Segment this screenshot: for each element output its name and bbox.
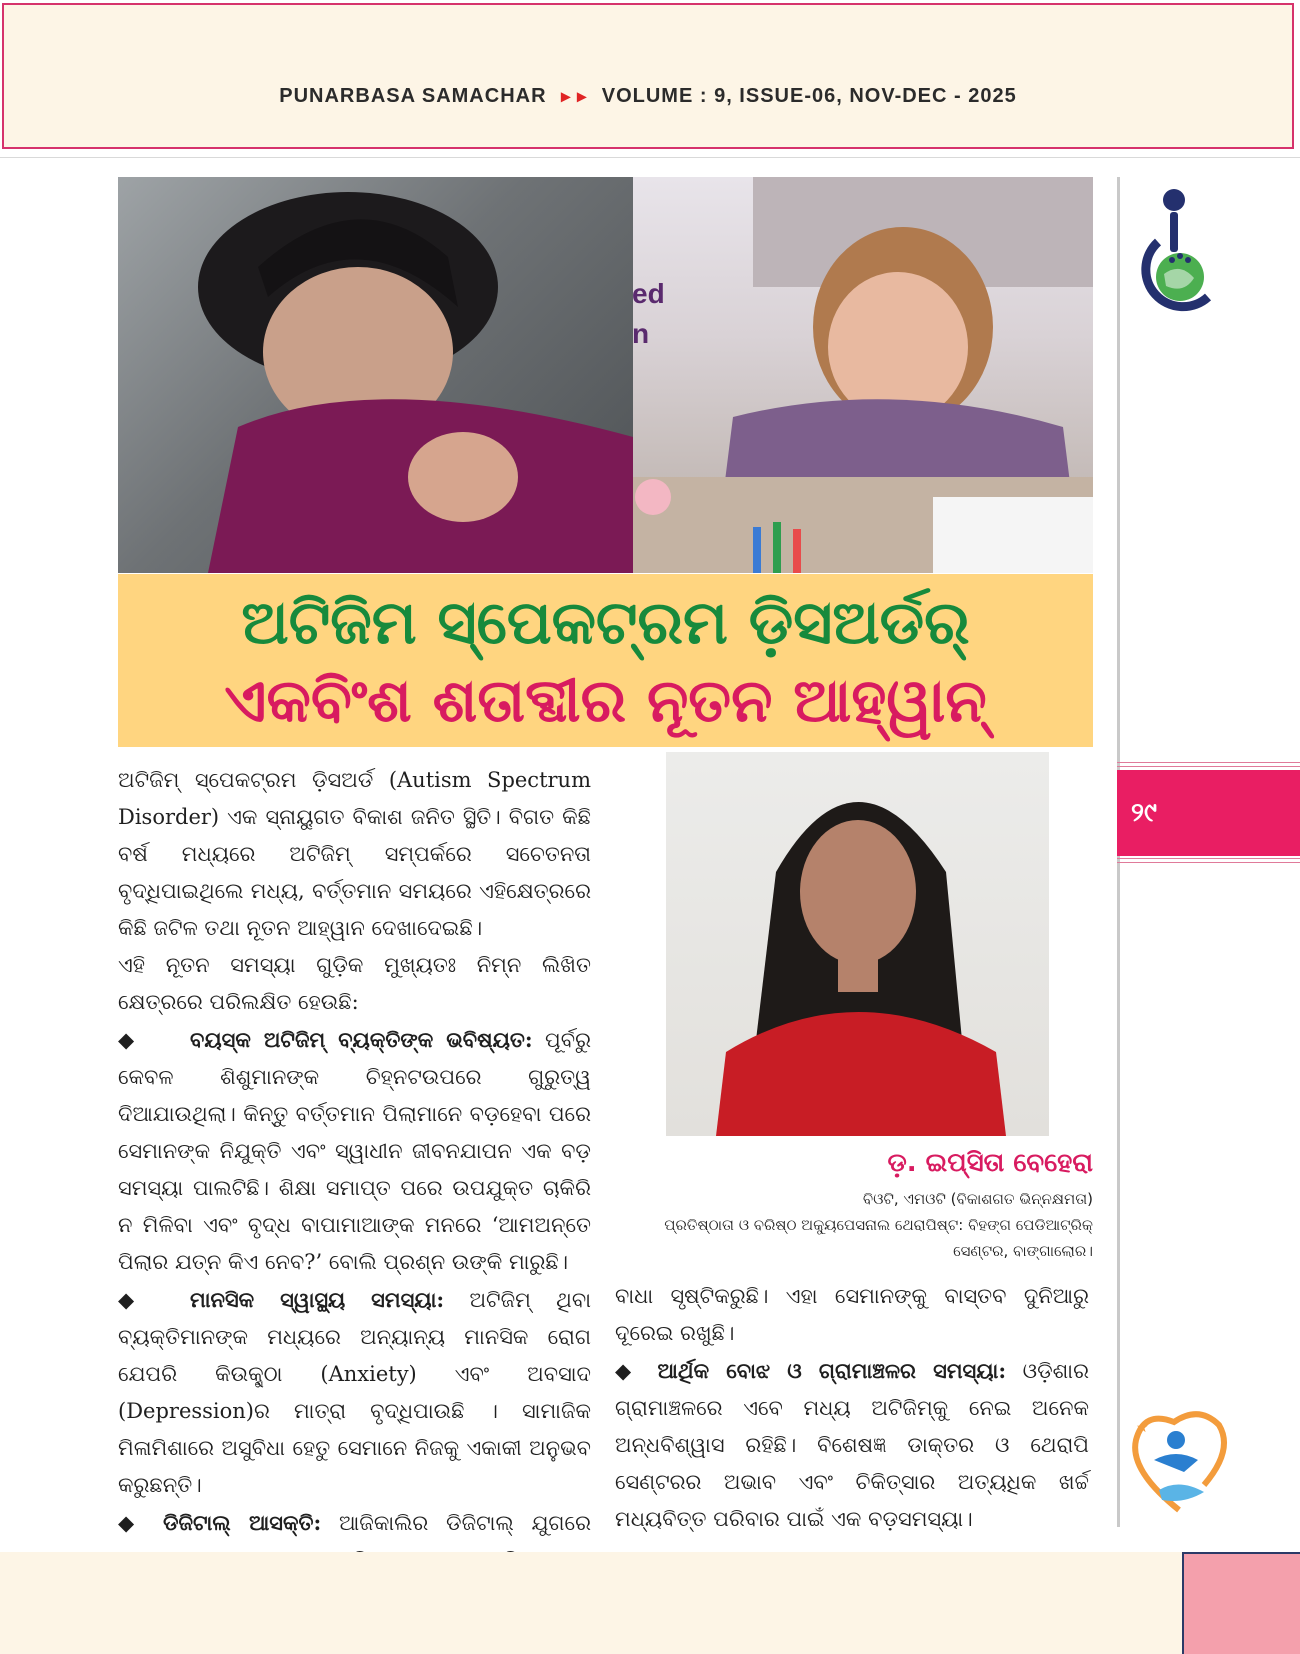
- continuation-paragraph: ବାଧା ସୃଷ୍ଟିକରୁଛି। ଏହା ସେମାନଙ୍କୁ ବାସ୍ତବ ଦୁନିଆରୁ ଦୂରେଇ ରଖୁଛି।: [615, 1284, 1089, 1345]
- title-banner: [118, 574, 1093, 747]
- issue-info: VOLUME : 9, ISSUE-06, NOV-DEC - 2025: [601, 85, 1017, 107]
- diamond-bullet-icon: ◆: [615, 1359, 641, 1383]
- point-heading: ଆର୍ଥିକ ବୋଝ ଓ ଗ୍ରାମାଞ୍ଚଳର ସମସ୍ୟା:: [657, 1358, 1007, 1383]
- point-text: ଅଟିଜିମ୍ ଥିବା ବ୍ୟକ୍ତିମାନଙ୍କ ମଧ୍ୟରେ ଅନ୍ୟାନ୍ୟ ମାନସିକ ରୋଗ ଯେପରି କିଉକ୍ଣ୍ଠା (Anxiety) ଏବଂ ଅବସାଦ (Depression)ର ମାତ୍ରା ବୃଦ୍ଧିପାଉଛି । ସାମାଜିକ ମିଳାମିଶାରେ ଅସୁବିଧା ହେତୁ ସେମାନେ ନିଜକୁ ଏକାକୀ ଅନୁଭବ କରୁଛନ୍ତି।: [118, 1288, 591, 1497]
- author-name: ଡ଼. ଇପ୍ସିତା ବେହେରା: [887, 1148, 1093, 1178]
- point-text: ଓଡ଼ିଶାର ଗ୍ରାମାଞ୍ଚଳରେ ଏବେ ମଧ୍ୟ ଅଟିଜିମ୍‌କୁ ନେଇ ଅନେକ ଅନ୍ଧବିଶ୍ୱାସ ରହିଛି। ବିଶେଷଜ୍ଞ ଡାକ୍ତର ଓ ଥେରାପି ସେଣ୍ଟରର ଅଭାବ ଏବଂ ଚିକିତ୍ସାର ଅତ୍ୟଧିକ ଖର୍ଚ୍ଚ ମଧ୍ୟବିତ୍ତ ପରିବାର ପାଇଁ ଏକ ବଡ଼ସମସ୍ୟା।: [615, 1359, 1089, 1531]
- girl-illustration-icon: [633, 177, 1093, 573]
- point-heading: ମାନସିକ ସ୍ୱାସ୍ଥ୍ୟ ସମସ୍ୟା:: [190, 1287, 445, 1312]
- organization-logo-icon: [1128, 182, 1218, 332]
- diamond-bullet-icon: ◆: [118, 1511, 146, 1535]
- inclusion-heart-logo-icon: [1124, 1400, 1234, 1520]
- article-column-right: [615, 1278, 1089, 1538]
- article-title-line2: ଏକବିଂଶ ଶତାବ୍ଦୀର ନୂତନ ଆହ୍ୱାନ୍: [224, 666, 987, 736]
- author-role-cont: ସେଣ୍ଟର, ବାଙ୍ଗାଲୋର।: [953, 1242, 1093, 1260]
- masthead: [2, 3, 1294, 149]
- photo-overlay-text: [632, 274, 665, 354]
- point-text: ପୂର୍ବରୁ କେବଳ ଶିଶୁମାନଙ୍କ ଚିହ୍ନଟଉପରେ ଗୁରୁତ୍ୱ ଦିଆଯାଉଥିଲା। କିନ୍ତୁ ବର୍ତ୍ତମାନ ପିଲାମାନେ ବଡ଼ହେବା ପରେ ସେମାନଙ୍କ ନିଯୁକ୍ତି ଏବଂ ସ୍ୱାଧୀନ ଜୀବନଯାପନ ଏକ ବଡ଼ ସମସ୍ୟା ପାଲଟିଛି। ଶିକ୍ଷା ସମାପ୍ତ ପରେ ଉପଯୁକ୍ତ ଚାକିରି ନ ମିଳିବା ଏବଂ ବୃଦ୍ଧ ବାପାମାଆଙ୍କ ମନରେ ‘ଆମଅନ୍ତେ ପିଲାର ଯତ୍ନ କିଏ ନେବ?’ ବୋଲି ପ୍ରଶ୍ନ ଉଙ୍କି ମାରୁଛି।: [118, 1028, 591, 1274]
- arrow-separator-icon: ▸ ▸: [561, 86, 588, 106]
- list-item: [118, 1281, 591, 1504]
- author-qualification: ବିଓଟି, ଏମଓଟି (ବିକାଶଗତ ଭିନ୍ନକ୍ଷମତା): [862, 1190, 1093, 1208]
- overlay-text-line: n: [632, 318, 650, 349]
- diamond-bullet-icon: ◆: [118, 1028, 135, 1052]
- footer-accent-block: [1182, 1552, 1300, 1654]
- lead-paragraph: ଏହି ନୂତନ ସମସ୍ୟା ଗୁଡ଼ିକ ମୁଖ୍ୟତଃ ନିମ୍ନ ଲିଖିତ କ୍ଷେତ୍ରରେ ପରିଲକ୍ଷିତ ହେଉଛି:: [118, 953, 591, 1014]
- boy-illustration-icon: [118, 177, 633, 573]
- article-photo-boy: [118, 177, 633, 573]
- masthead-line: [4, 85, 1292, 108]
- point-heading: ବୟସ୍କ ଅଟିଜିମ୍ ବ୍ୟକ୍ତିଙ୍କ ଭବିଷ୍ୟତ:: [190, 1027, 533, 1052]
- diamond-bullet-icon: ◆: [118, 1288, 135, 1312]
- publication-name: PUNARBASA SAMACHAR: [279, 85, 547, 107]
- footer-band: [0, 1552, 1300, 1654]
- author-photo: [666, 752, 1049, 1136]
- intro-paragraph: ଅଟିଜିମ୍ ସ୍ପେକଟ୍ରମ ଡ଼ିସଅର୍ଡ (Autism Spectrum Disorder) ଏକ ସ୍ନାୟୁଗତ ବିକାଶ ଜନିତ ସ୍ଥିତି। ବିଗତ କିଛି ବର୍ଷ ମଧ୍ୟରେ ଅଟିଜିମ୍ ସମ୍ପର୍କରେ ସଚେତନତା ବୃଦ୍ଧିପାଇଥିଲେ ମଧ୍ୟ, ବର୍ତ୍ତମାନ ସମୟରେ ଏହିକ୍ଷେତ୍ରରେ କିଛି ଜଟିଳ ତଥା ନୂତନ ଆହ୍ୱାନ ଦେଖାଦେଇଛି।: [118, 768, 591, 940]
- author-role: ପ୍ରତିଷ୍ଠାତା ଓ ବରିଷ୍ଠ ଅକ୍ୟୁପେସନାଲ ଥେରାପିଷ୍ଟ: ବିହଙ୍ଗ ପେଡିଆଟ୍ରିକ୍: [664, 1216, 1093, 1234]
- article-column-left: [118, 762, 591, 1616]
- article-photo-girl: [633, 177, 1093, 573]
- author-portrait-icon: [666, 752, 1049, 1136]
- svg-text:★: ★: [1136, 1420, 1149, 1436]
- point-text: ଆଜିକାଲିର ଡିଜିଟାଲ୍ ଯୁଗରେ: [338, 1511, 591, 1535]
- page-number: ୨୯: [1117, 770, 1300, 856]
- article-title-line1: ଅଟିଜିମ ସ୍ପେକଟ୍ରମ ଡ଼ିସଅର୍ଡର୍: [241, 588, 970, 658]
- page-tab-rule: [1117, 858, 1300, 863]
- list-item: [615, 1352, 1089, 1538]
- page-tab-rule: [1117, 762, 1300, 767]
- list-item: [118, 1021, 591, 1281]
- header-divider: [0, 157, 1300, 158]
- point-heading: ଡିଜିଟାଲ୍ ଆସକ୍ତି:: [162, 1510, 322, 1535]
- overlay-text-line: ed: [632, 278, 665, 309]
